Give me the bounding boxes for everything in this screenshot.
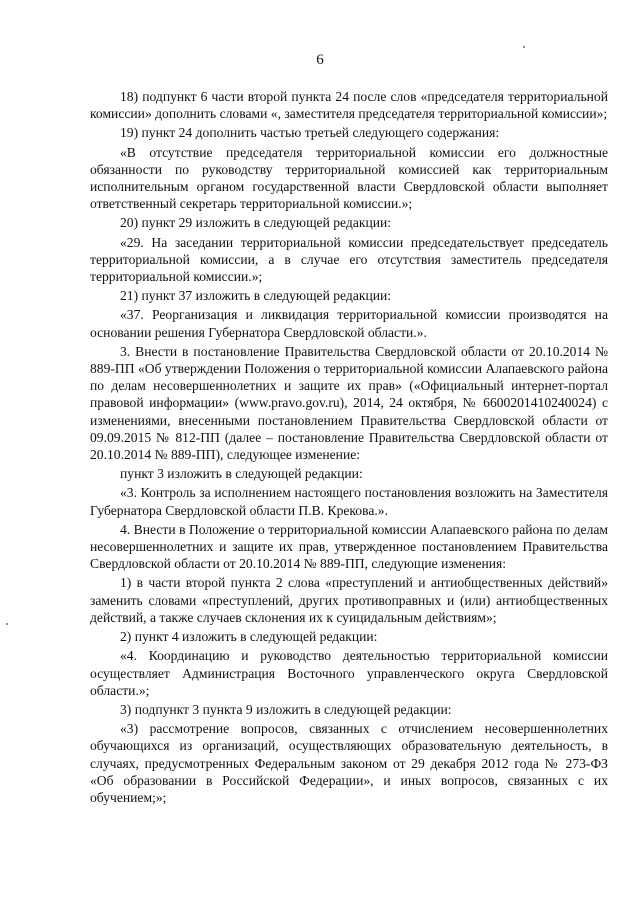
section-4-item-3: 3) подпункт 3 пункта 9 изложить в следующей редакции:	[120, 701, 452, 717]
page-number: 6	[316, 52, 324, 68]
paragraph-18: 18) подпункт 6 части второй пункта 24 после слов «председателя территориальной комиссии» дополнить словами «, заместителя председателя территориальной комиссии»;	[90, 89, 608, 122]
paragraph-19-quote: «В отсутствие председателя территориальной комиссии его должностные обязанности по руководству территориальной комиссией как территориальным исполнительным органом государственной власти Свердловской области выполняет ответственный секретарь территориальной комиссии.»;	[90, 144, 608, 212]
paragraph-21: 21) пункт 37 изложить в следующей редакции:	[120, 288, 392, 304]
paragraph-20-quote: «29. На заседании территориальной комиссии председательствует председатель территориальной комиссии, а в случае его отсутствия заместитель председателя территориальной комиссии.»;	[90, 234, 608, 285]
paragraph-19: 19) пункт 24 дополнить частью третьей следующего содержания:	[120, 125, 500, 141]
section-4-item-3-quote: «3) рассмотрение вопросов, связанных с отчислением несовершеннолетних обучающихся из организаций, осуществляющих образовательную деятельность, в случаях, предусмотренных Федеральным законом от 29 декабря 2012 года № 273-ФЗ «Об образовании в Российской Федерации», и иных вопросов, связанных с их обучением;»;	[90, 721, 608, 805]
paragraph-21-quote: «37. Реорганизация и ликвидация территориальной комиссии производятся на основании решения Губернатора Свердловской области.».	[90, 307, 608, 340]
section-3-item: пункт 3 изложить в следующей редакции:	[120, 466, 363, 482]
document-body	[90, 88, 608, 808]
section-3-quote: «3. Контроль за исполнением настоящего постановления возложить на Заместителя Губернатора Свердловской области П.В. Крекова.».	[90, 485, 608, 518]
section-4-item-2: 2) пункт 4 изложить в следующей редакции:	[120, 629, 378, 645]
section-4-item-2-quote: «4. Координацию и руководство деятельностью территориальной комиссии осуществляет Администрация Восточного управленческого округа Свердловской области.»;	[90, 648, 608, 698]
section-4: 4. Внести в Положение о территориальной комиссии Алапаевского района по делам несовершеннолетних и защите их прав, утвержденное постановлением Правительства Свердловской области от 20.10.2014 № 889-ПП, следующие изменения:	[90, 521, 608, 572]
section-4-item-1: 1) в части второй пункта 2 слова «преступлений и антиобщественных действий» заменить словами «преступлений, других противоправных и (или) антиобщественных действий, а также случаев склонения их к суицидальным действиям»;	[90, 575, 608, 625]
scan-speck	[6, 623, 8, 625]
paragraph-20: 20) пункт 29 изложить в следующей редакции:	[120, 215, 392, 231]
scan-speck	[523, 46, 525, 48]
section-3: 3. Внести в постановление Правительства Свердловской области от 20.10.2014 № 889-ПП «Об утверждении Положения о территориальной комиссии Алапаевского района по делам несовершеннолетних и защите их прав» («Официальный интернет-портал правовой информации» (www.pravo.gov.ru), 2014, 24 октября, № 6600201410240024) с изменениями, внесенными постановлением Правительства Свердловской области от 09.09.2015 № 812-ПП (далее – постановление Правительства Свердловской области от 20.10.2014 № 889-ПП), следующее изменение:	[90, 343, 608, 463]
